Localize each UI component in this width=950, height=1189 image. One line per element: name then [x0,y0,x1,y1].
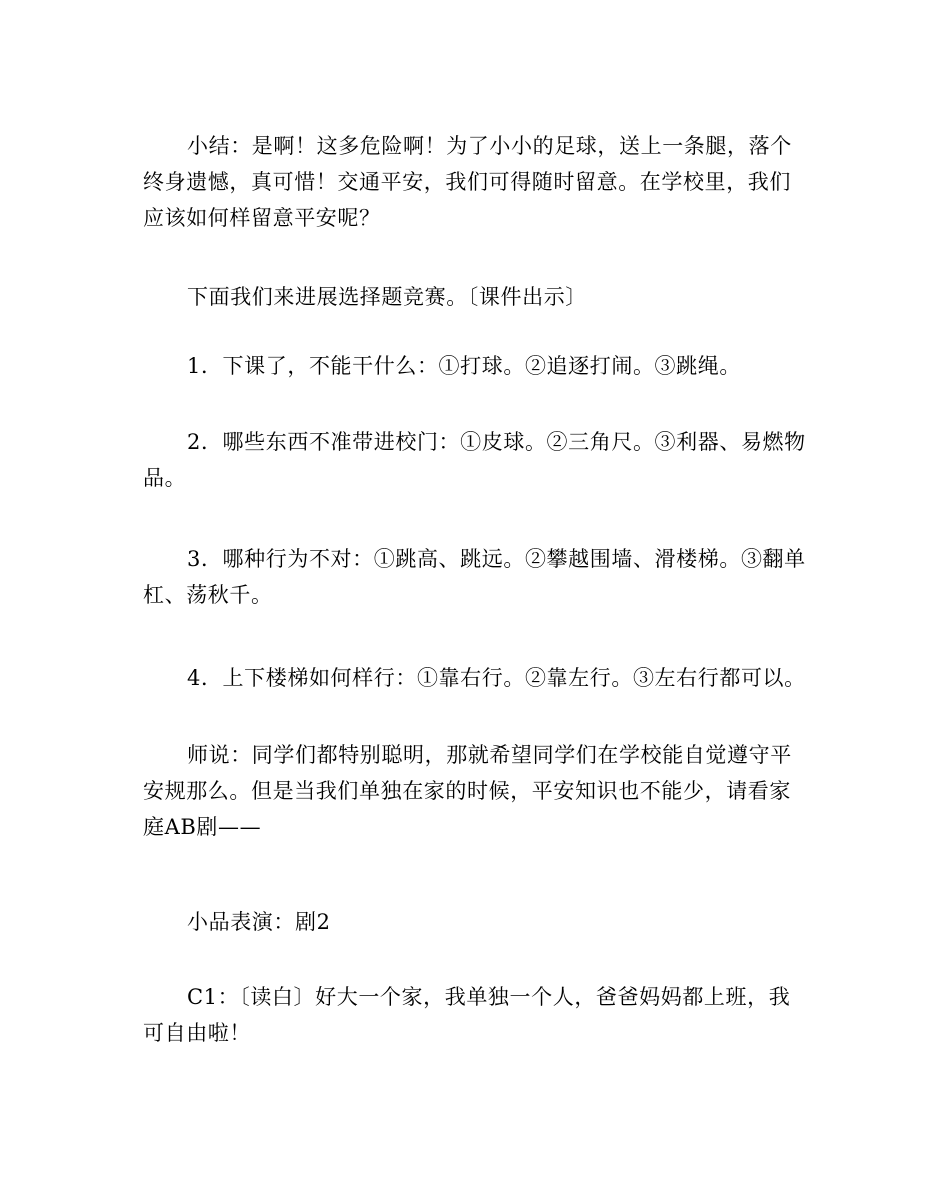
paragraph-teacher-says: 师说：同学们都特别聪明，那就希望同学们在学校能自觉遵守平安规那么。但是当我们单独在家的时候，平安知识也不能少，请看家庭AB剧—— [143,743,792,839]
quiz-question-1: 1．下课了，不能干什么：①打球。②追逐打闹。③跳绳。 [187,354,741,378]
quiz-question-3: 3．哪种行为不对：①跳高、跳远。②攀越围墙、滑楼梯。③翻单杠、荡秋千。 [143,547,806,607]
quiz-question-4: 4．上下楼梯如何样行：①靠右行。②靠左行。③左右行都可以。 [187,666,806,690]
quiz-question-2: 2．哪些东西不准带进校门：①皮球。②三角尺。③利器、易燃物品。 [143,430,806,490]
paragraph-summary: 小结：是啊！这多危险啊！为了小小的足球，送上一条腿，落个终身遗憾，真可惜！交通平安，我们可得随时留意。在学校里，我们应该如何样留意平安呢？ [143,134,792,230]
paragraph-skit-title: 小品表演：剧2 [187,910,331,934]
paragraph-quiz-intro: 下面我们来进展选择题竞赛。〔课件出示〕 [187,285,587,309]
paragraph-c1-dialogue: C1：〔读白〕好大一个家，我单独一个人，爸爸妈妈都上班，我可自由啦！ [143,985,791,1045]
